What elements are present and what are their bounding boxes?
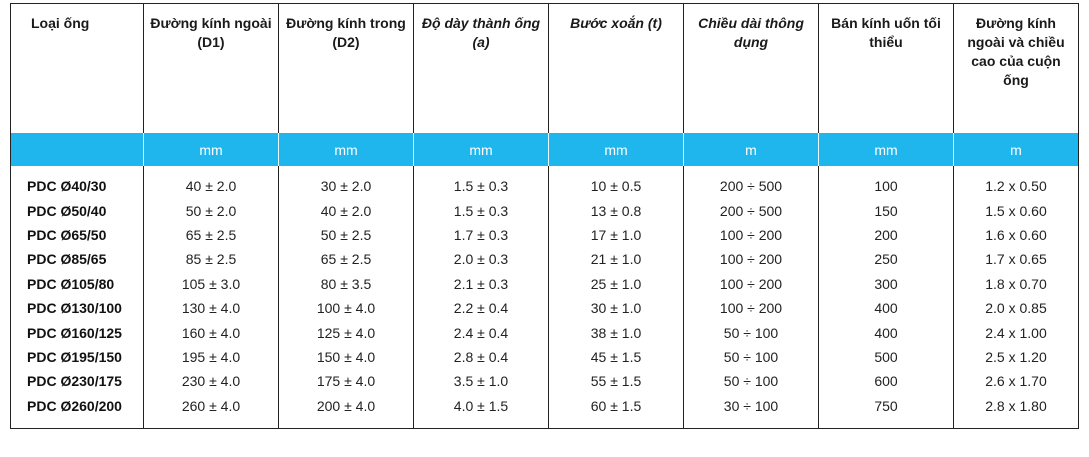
- pipe-type-cell: PDC Ø50/40: [11, 198, 144, 222]
- unit-cell: m: [684, 133, 819, 166]
- header-outer-diameter: Đường kính ngoài (D1): [144, 4, 279, 134]
- units-row: [11, 133, 1079, 166]
- header-wall-thickness: Độ dày thành ống (a): [414, 4, 549, 134]
- table-row: [11, 296, 1079, 320]
- pipe-type-cell: PDC Ø195/150: [11, 345, 144, 369]
- outer-diameter-cell: 105 ± 3.0: [144, 272, 279, 296]
- unit-cell: mm: [144, 133, 279, 166]
- outer-diameter-cell: 130 ± 4.0: [144, 296, 279, 320]
- coil-dimensions-cell: 1.6 x 0.60: [954, 223, 1079, 247]
- pitch-cell: 30 ± 1.0: [549, 296, 684, 320]
- standard-length-cell: 100 ÷ 200: [684, 296, 819, 320]
- min-bend-radius-cell: 300: [819, 272, 954, 296]
- pipe-type-cell: PDC Ø130/100: [11, 296, 144, 320]
- pipe-type-cell: PDC Ø160/125: [11, 320, 144, 344]
- standard-length-cell: 50 ÷ 100: [684, 345, 819, 369]
- standard-length-cell: 200 ÷ 500: [684, 198, 819, 222]
- min-bend-radius-cell: 750: [819, 394, 954, 429]
- min-bend-radius-cell: 600: [819, 369, 954, 393]
- wall-thickness-cell: 2.8 ± 0.4: [414, 345, 549, 369]
- min-bend-radius-cell: 100: [819, 174, 954, 198]
- inner-diameter-cell: 40 ± 2.0: [279, 198, 414, 222]
- pitch-cell: 25 ± 1.0: [549, 272, 684, 296]
- inner-diameter-cell: 175 ± 4.0: [279, 369, 414, 393]
- inner-diameter-cell: 200 ± 4.0: [279, 394, 414, 429]
- pitch-cell: 60 ± 1.5: [549, 394, 684, 429]
- unit-cell: [11, 133, 144, 166]
- standard-length-cell: 200 ÷ 500: [684, 174, 819, 198]
- unit-cell: mm: [414, 133, 549, 166]
- standard-length-cell: 30 ÷ 100: [684, 394, 819, 429]
- table-row: [11, 394, 1079, 429]
- inner-diameter-cell: 80 ± 3.5: [279, 272, 414, 296]
- header-coil-dimensions: Đường kính ngoài và chiều cao của cuộn ống: [954, 4, 1079, 134]
- unit-cell: mm: [819, 133, 954, 166]
- outer-diameter-cell: 230 ± 4.0: [144, 369, 279, 393]
- unit-cell: mm: [279, 133, 414, 166]
- inner-diameter-cell: 50 ± 2.5: [279, 223, 414, 247]
- inner-diameter-cell: 125 ± 4.0: [279, 320, 414, 344]
- header-row: [11, 4, 1079, 134]
- pitch-cell: 55 ± 1.5: [549, 369, 684, 393]
- outer-diameter-cell: 160 ± 4.0: [144, 320, 279, 344]
- pitch-cell: 45 ± 1.5: [549, 345, 684, 369]
- pipe-type-cell: PDC Ø85/65: [11, 247, 144, 271]
- min-bend-radius-cell: 150: [819, 198, 954, 222]
- header-pitch: Bước xoắn (t): [549, 4, 684, 134]
- inner-diameter-cell: 30 ± 2.0: [279, 174, 414, 198]
- wall-thickness-cell: 2.2 ± 0.4: [414, 296, 549, 320]
- outer-diameter-cell: 195 ± 4.0: [144, 345, 279, 369]
- min-bend-radius-cell: 200: [819, 223, 954, 247]
- pipe-spec-table: [10, 3, 1079, 429]
- outer-diameter-cell: 85 ± 2.5: [144, 247, 279, 271]
- spacer-row: [11, 166, 1079, 174]
- inner-diameter-cell: 100 ± 4.0: [279, 296, 414, 320]
- inner-diameter-cell: 65 ± 2.5: [279, 247, 414, 271]
- pipe-type-cell: PDC Ø40/30: [11, 174, 144, 198]
- table-body: [11, 166, 1079, 428]
- coil-dimensions-cell: 2.5 x 1.20: [954, 345, 1079, 369]
- coil-dimensions-cell: 1.8 x 0.70: [954, 272, 1079, 296]
- pitch-cell: 21 ± 1.0: [549, 247, 684, 271]
- header-standard-length: Chiều dài thông dụng: [684, 4, 819, 134]
- table-row: [11, 223, 1079, 247]
- outer-diameter-cell: 65 ± 2.5: [144, 223, 279, 247]
- coil-dimensions-cell: 2.0 x 0.85: [954, 296, 1079, 320]
- pipe-type-cell: PDC Ø260/200: [11, 394, 144, 429]
- header-pipe-type: Loại ống: [11, 4, 144, 134]
- wall-thickness-cell: 2.1 ± 0.3: [414, 272, 549, 296]
- coil-dimensions-cell: 2.6 x 1.70: [954, 369, 1079, 393]
- outer-diameter-cell: 40 ± 2.0: [144, 174, 279, 198]
- wall-thickness-cell: 2.0 ± 0.3: [414, 247, 549, 271]
- wall-thickness-cell: 3.5 ± 1.0: [414, 369, 549, 393]
- table-row: [11, 198, 1079, 222]
- unit-cell: m: [954, 133, 1079, 166]
- wall-thickness-cell: 1.5 ± 0.3: [414, 174, 549, 198]
- pitch-cell: 10 ± 0.5: [549, 174, 684, 198]
- coil-dimensions-cell: 2.4 x 1.00: [954, 320, 1079, 344]
- pitch-cell: 17 ± 1.0: [549, 223, 684, 247]
- min-bend-radius-cell: 250: [819, 247, 954, 271]
- table-row: [11, 247, 1079, 271]
- standard-length-cell: 50 ÷ 100: [684, 320, 819, 344]
- standard-length-cell: 100 ÷ 200: [684, 223, 819, 247]
- min-bend-radius-cell: 400: [819, 296, 954, 320]
- coil-dimensions-cell: 1.5 x 0.60: [954, 198, 1079, 222]
- coil-dimensions-cell: 1.2 x 0.50: [954, 174, 1079, 198]
- standard-length-cell: 50 ÷ 100: [684, 369, 819, 393]
- header-inner-diameter: Đường kính trong (D2): [279, 4, 414, 134]
- wall-thickness-cell: 1.7 ± 0.3: [414, 223, 549, 247]
- table-row: [11, 345, 1079, 369]
- coil-dimensions-cell: 1.7 x 0.65: [954, 247, 1079, 271]
- wall-thickness-cell: 2.4 ± 0.4: [414, 320, 549, 344]
- pipe-type-cell: PDC Ø65/50: [11, 223, 144, 247]
- pipe-type-cell: PDC Ø230/175: [11, 369, 144, 393]
- pitch-cell: 38 ± 1.0: [549, 320, 684, 344]
- wall-thickness-cell: 4.0 ± 1.5: [414, 394, 549, 429]
- header-min-bend-radius: Bán kính uốn tối thiểu: [819, 4, 954, 134]
- pitch-cell: 13 ± 0.8: [549, 198, 684, 222]
- pipe-type-cell: PDC Ø105/80: [11, 272, 144, 296]
- coil-dimensions-cell: 2.8 x 1.80: [954, 394, 1079, 429]
- wall-thickness-cell: 1.5 ± 0.3: [414, 198, 549, 222]
- min-bend-radius-cell: 400: [819, 320, 954, 344]
- outer-diameter-cell: 260 ± 4.0: [144, 394, 279, 429]
- min-bend-radius-cell: 500: [819, 345, 954, 369]
- standard-length-cell: 100 ÷ 200: [684, 272, 819, 296]
- outer-diameter-cell: 50 ± 2.0: [144, 198, 279, 222]
- inner-diameter-cell: 150 ± 4.0: [279, 345, 414, 369]
- table-row: [11, 320, 1079, 344]
- table-row: [11, 174, 1079, 198]
- table-row: [11, 369, 1079, 393]
- unit-cell: mm: [549, 133, 684, 166]
- table-row: [11, 272, 1079, 296]
- standard-length-cell: 100 ÷ 200: [684, 247, 819, 271]
